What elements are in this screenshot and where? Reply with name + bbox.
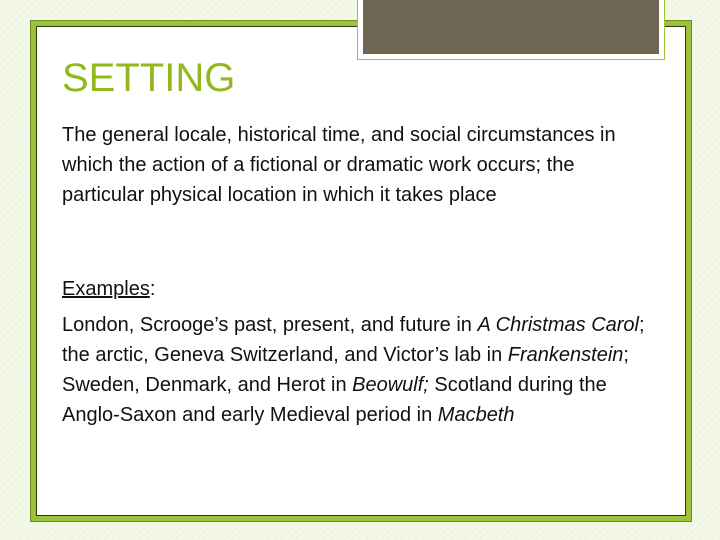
examples-label: Examples <box>62 278 150 300</box>
examples-segment: London, Scrooge’s past, present, and future in <box>62 314 478 336</box>
decorative-title-tab <box>358 0 664 59</box>
examples-text <box>62 310 662 430</box>
work-title-macbeth: Macbeth <box>437 404 515 426</box>
examples-segment: ; the arctic, Geneva Switzerland, and Victor’s lab in <box>62 314 645 366</box>
definition-text: The general locale, historical time, and social circumstances in which the action of a fictional or dramatic work occurs; the particular physical location in which it takes place <box>62 124 616 206</box>
work-title-beowulf: Beowulf; <box>352 374 429 396</box>
examples-segment: ; Sweden, Denmark, and Herot in <box>62 344 629 396</box>
work-title-frankenstein: Frankenstein <box>507 344 624 366</box>
examples-heading <box>62 274 662 304</box>
slide-title: SETTING <box>62 56 236 100</box>
work-title-christmas-carol: A Christmas Carol <box>477 314 639 336</box>
examples-colon: : <box>149 278 156 300</box>
examples-segment: Scotland during the Anglo-Saxon and early Medieval period in <box>62 374 607 426</box>
